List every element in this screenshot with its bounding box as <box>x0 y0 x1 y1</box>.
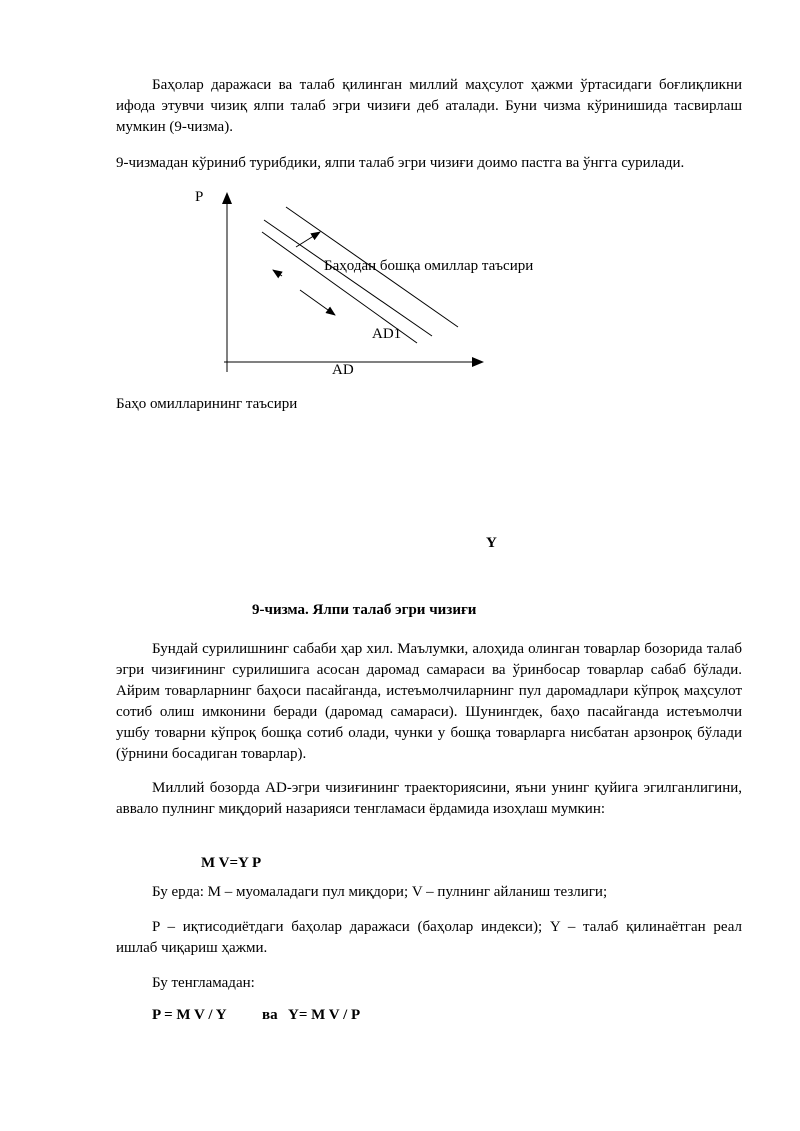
equation-conjunction: ва <box>262 1007 278 1023</box>
price-factors-label: Баҳо омилларининг таъсири <box>116 396 298 412</box>
price-effect-arrow-up <box>273 270 282 276</box>
y-axis-label: Y <box>486 535 497 551</box>
equation-p-left: P = M V / Y <box>152 1007 227 1023</box>
ad-label: AD <box>332 362 354 378</box>
figure-caption: 9-чизма. Ялпи талаб эгри чизиғи <box>252 602 477 618</box>
shift-reasons-paragraph: Бундай сурилишнинг сабаби ҳар хил. Маълумки, алоҳида олинган товарлар бозорида талаб эгри чизиғининг сурилишига асосан даромад самараси ва ўринбосар товарлар сабаб бўлади. Айрим товарларнинг баҳоси пасайганда, истеъмолчиларнинг пул даромадлари кўпроқ маҳсулот сотиб олиш имконини беради (даромад самараси). Шунингдек, баҳо пасайганда истеъмолчи ушбу товарни кўпроқ бошқа сотиб олади, чунки у бошқа товарларга нисбатан арзонроқ бўлади (ўрнини босадиган товарлар). <box>116 641 742 762</box>
intro-paragraph: Баҳолар даражаси ва талаб қилинган миллий маҳсулот ҳажми ўртасидаги боғлиқликни ифода этувчи чизиқ ялпи талаб эгри чизиғи деб аталади. Буни чизма кўринишида тасвирлаш мумкин (9-чизма). <box>116 77 742 135</box>
quantity-theory-paragraph: Миллий бозорда AD-эгри чизиғининг траекториясини, яъни унинг қуйига эгилганлигини, аввало пулнинг миқдорий назарияси тенгламаси ёрдамида изоҳлаш мумкин: <box>116 780 742 817</box>
non-price-factors-label: Баҳодан бошқа омиллар таъсири <box>324 258 534 274</box>
price-axis-arrow <box>222 192 232 204</box>
definitions-paragraph-1: Бу ерда: M – муомаладаги пул миқдори; V – пулнинг айланиш тезлиги; <box>152 884 608 900</box>
p-axis-label: P <box>195 189 204 205</box>
diagram-intro-paragraph: 9-чизмадан кўриниб турибдики, ялпи талаб эгри чизиғи доимо пастга ва ўнгга сурилади. <box>116 155 685 171</box>
from-equation-paragraph: Бу тенгламадан: <box>152 975 255 991</box>
definitions-paragraph-2: P – иқтисодиётдаги баҳолар даражаси (баҳолар индекси); Y – талаб қилинаётган реал ишлаб чиқариш ҳажми. <box>116 919 742 956</box>
demand-curve-middle <box>264 220 432 336</box>
price-effect-arrow-down <box>300 290 335 315</box>
output-axis-arrow <box>472 357 484 367</box>
equation-y-right: Y= M V / P <box>288 1007 361 1023</box>
ad1-label: AD1 <box>372 326 402 342</box>
aggregate-demand-diagram <box>0 0 800 420</box>
shift-arrow-up <box>296 232 320 247</box>
equation-mv-yp: M V=Y P <box>201 855 262 871</box>
